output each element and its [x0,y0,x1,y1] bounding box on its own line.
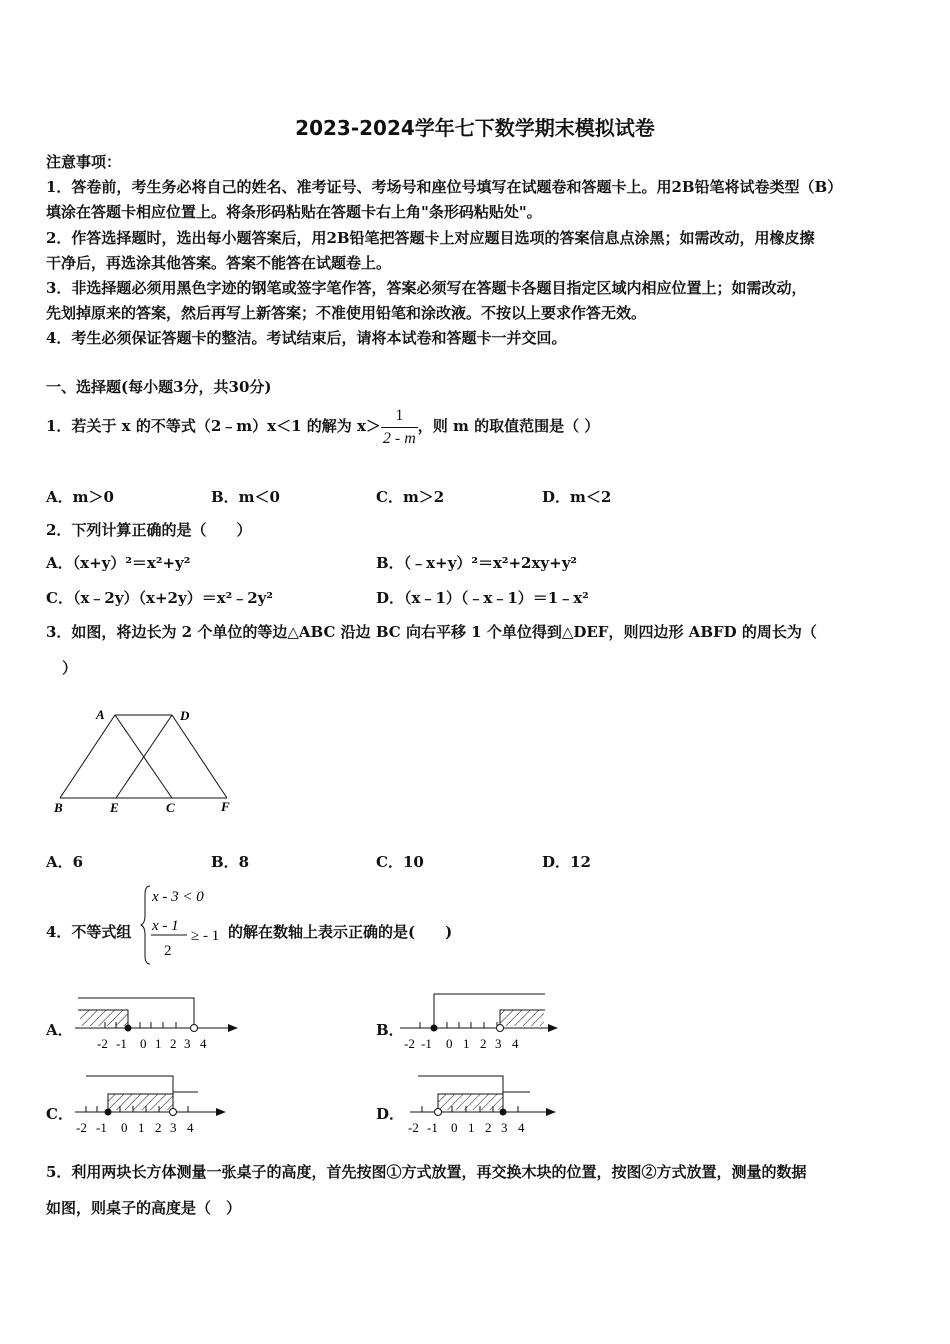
tick-label: 3 [170,1120,177,1135]
notice-line: 2．作答选择题时，选出每小题答案后，用2B铅笔把答题卡上对应题目选项的答案信息点涂黑；如需改动，用橡皮擦 [46,229,815,247]
option-b: B．8 [211,853,250,871]
number-line-c [75,1076,226,1135]
option-a: A． [46,1021,73,1039]
tick-label: -1 [421,1036,432,1051]
tick-label: 3 [184,1036,191,1051]
tick-label: -1 [116,1036,127,1051]
notice-line: 先划掉原来的答案，然后再写上新答案；不准使用铅笔和涂改液。不按以上要求作答无效。 [46,304,647,322]
label-c: C [166,800,175,815]
option-c: C． [46,1105,73,1123]
question-1 [46,400,599,452]
option-d: D． [376,1105,405,1123]
option-c: C．m＞2 [376,488,445,506]
tick-label: -2 [408,1120,419,1135]
label-f: F [221,799,230,814]
tick-label: 3 [501,1120,508,1135]
notice-heading: 注意事项： [46,153,122,171]
number-line-d [408,1076,556,1135]
inequality-2-rhs: ≥ - 1 [191,928,220,944]
inequality-2-den: 2 [164,943,172,959]
tick-label: -2 [404,1036,415,1051]
tick-label: 0 [451,1120,458,1135]
number-line-b [400,994,558,1051]
question-4-stem: 4．不等式组 [46,923,132,941]
option-b: B．（﹣x+y）²＝x²+2xy+y² [376,554,578,572]
label-a: A [96,707,105,722]
tick-label: 2 [155,1120,162,1135]
tick-label: 2 [170,1036,177,1051]
tick-label: 2 [480,1036,487,1051]
option-a: A．6 [46,853,84,871]
number-line-a [75,998,238,1051]
question-2: 2．下列计算正确的是（ ） [46,521,252,539]
tick-label: -1 [96,1120,107,1135]
tick-label: 2 [485,1120,492,1135]
option-d: D．12 [542,853,591,871]
triangle-figure [50,700,250,820]
page-title: 2023-2024学年七下数学期末模拟试卷 [295,116,655,140]
question-3: 3．如图，将边长为 2 个单位的等边△ABC 沿边 BC 向右平移 1 个单位得到△DEF，则四边形 ABFD 的周长为（ [46,623,817,641]
option-d: D．（x﹣1）（﹣x﹣1）＝1﹣x² [376,589,589,607]
tick-label: 0 [140,1036,147,1051]
tick-label: 0 [446,1036,453,1051]
notice-line: 填涂在答题卡相应位置上。将条形码粘贴在答题卡右上角"条形码粘贴处"。 [46,203,542,221]
tick-label: -2 [97,1036,108,1051]
notice-line: 1．答卷前，考生务必将自己的姓名、准考证号、考场号和座位号填写在试题卷和答题卡上。用2B铅笔将试卷类型（B） [46,178,843,196]
question-1-stem: 1．若关于 x 的不等式（2﹣m）x＜1 的解为 x＞ [46,417,381,435]
tick-label: 1 [155,1036,162,1051]
label-e: E [110,800,119,815]
question-5: 5．利用两块长方体测量一张桌子的高度，首先按图①方式放置，再交换木块的位置，按图②方式放置，测量的数据 [46,1163,807,1181]
fraction-denominator: 2 - m [381,427,418,450]
tick-label: 1 [463,1036,470,1051]
option-c: C．10 [376,853,424,871]
inequality-system [140,882,230,968]
question-3-cont: ） [62,659,78,677]
tick-label: 3 [495,1036,502,1051]
label-d: D [180,708,190,723]
section-heading: 一、选择题(每小题3分，共30分) [46,378,272,396]
tick-label: 4 [200,1036,207,1051]
option-d: D．m＜2 [542,488,612,506]
question-5-cont: 如图，则桌子的高度是（ ） [46,1199,242,1217]
notice-line: 3．非选择题必须用黑色字迹的钢笔或签字笔作答，答案必须写在答题卡各题目指定区域内相应位置上；如需改动， [46,279,807,297]
tick-label: 1 [138,1120,145,1135]
fraction [381,405,418,450]
inequality-2-num: x - 1 [152,918,179,934]
tick-label: 0 [121,1120,128,1135]
question-4-tail: 的解在数轴上表示正确的是( ) [228,923,453,941]
question-1-tail: ，则 m 的取值范围是（ ） [417,417,600,435]
option-b: B． [376,1021,404,1039]
tick-label: -2 [76,1120,87,1135]
option-a: A．m＞0 [46,488,114,506]
tick-label: -1 [427,1120,438,1135]
tick-label: 4 [512,1036,519,1051]
tick-label: 4 [518,1120,525,1135]
notice-line: 4．考生必须保证答题卡的整洁。考试结束后，请将本试卷和答题卡一并交回。 [46,329,567,347]
option-a: A．（x+y）²＝x²+y² [46,554,191,572]
number-lines [0,980,600,1140]
option-c: C．（x﹣2y）（x+2y）＝x²﹣2y² [46,589,273,607]
label-b: B [54,800,63,815]
tick-label: 1 [468,1120,475,1135]
inequality-1: x - 3 < 0 [152,889,204,905]
fraction-numerator: 1 [395,406,404,424]
option-b: B．m＜0 [211,488,280,506]
tick-label: 4 [187,1120,194,1135]
notice-line: 干净后，再选涂其他答案。答案不能答在试题卷上。 [46,254,392,272]
